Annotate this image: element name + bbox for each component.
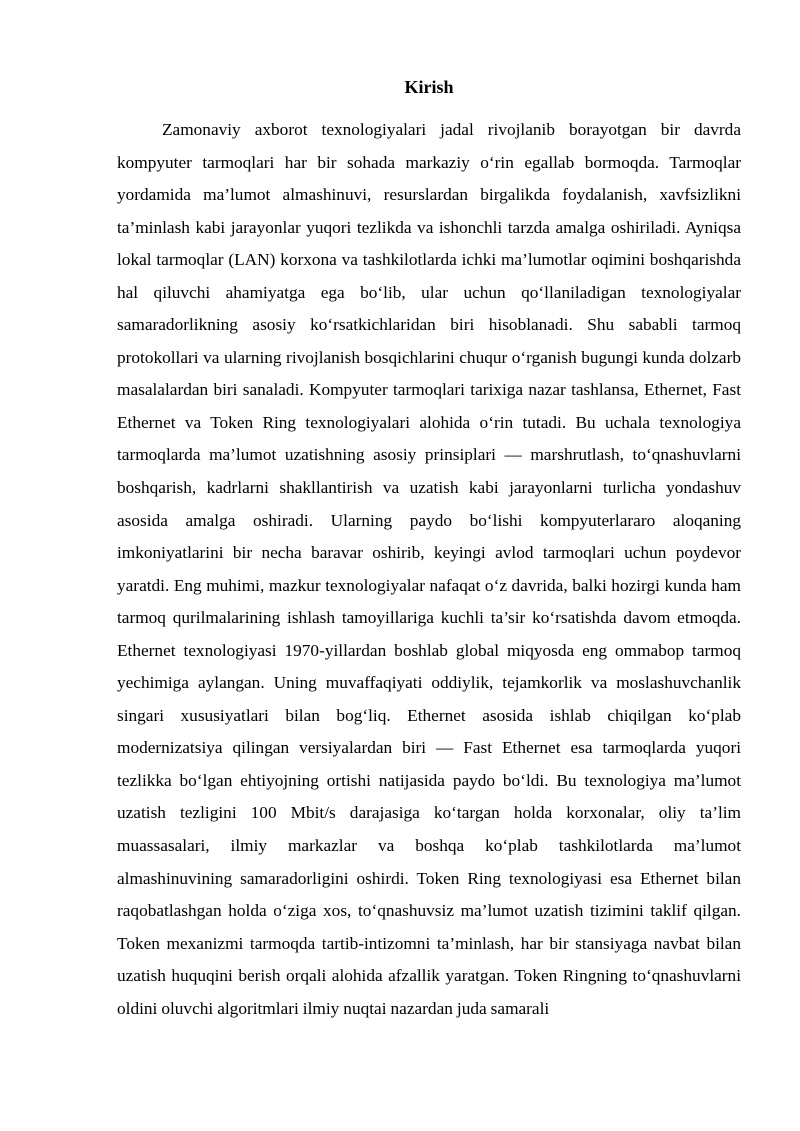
section-title: Kirish bbox=[404, 77, 454, 97]
body-paragraph: Zamonaviy axborot texnologiyalari jadal rivojlanib borayotgan bir davrda kompyuter tarmoqlari har bir sohada markaziy o‘rin egallab bormoqda. Tarmoqlar yordamida ma’lumot almashinuvi, resurslardan birgalikda foydalanish, xavfsizlikni ta’minlash kabi jarayonlar yuqori tezlikda va ishonchli tarzda amalga oshiriladi. Ayniqsa lokal tarmoqlar (LAN) korxona va tashkilotlarda ichki ma’lumotlar oqimini boshqarishda hal qiluvchi ahamiyatga ega bo‘lib, ular uchun qo‘llaniladigan texnologiyalar samaradorlikning asosiy ko‘rsatkichlaridan biri hisoblanadi. Shu sababli tarmoq protokollari va ularning rivojlanish bosqichlarini chuqur o‘rganish bugungi kunda dolzarb masalalardan biri sanaladi. Kompyuter tarmoqlari tarixiga nazar tashlansa, Ethernet, Fast Ethernet va Token Ring texnologiyalari alohida o‘rin tutadi. Bu uchala texnologiya tarmoqlarda ma’lumot uzatishning asosiy prinsiplari — marshrutlash, to‘qnashuvlarni boshqarish, kadrlarni shakllantirish va uzatish kabi jarayonlarni turlicha yondashuv asosida amalga oshiradi. Ularning paydo bo‘lishi kompyuterlararo aloqaning imkoniyatlarini bir necha baravar oshirib, keyingi avlod tarmoqlari uchun poydevor yaratdi. Eng muhimi, mazkur texnologiyalar nafaqat o‘z davrida, balki hozirgi kunda ham tarmoq qurilmalarining ishlash tamoyillariga kuchli ta’sir ko‘rsatishda davom etmoqda. Ethernet texnologiyasi 1970-yillardan boshlab global miqyosda eng ommabop tarmoq yechimiga aylangan. Uning muvaffaqiyati oddiylik, tejamkorlik va moslashuvchanlik singari xususiyatlari bilan bog‘liq. Ethernet asosida ishlab chiqilgan ko‘plab modernizatsiya qilingan versiyalardan biri — Fast Ethernet esa tarmoqlarda yuqori tezlikka bo‘lgan ehtiyojning ortishi natijasida paydo bo‘ldi. Bu texnologiya ma’lumot uzatish tezligini 100 Mbit/s darajasiga ko‘targan holda korxonalar, oliy ta’lim muassasalari, ilmiy markazlar va boshqa ko‘plab tashkilotlarda ma’lumot almashinuvining samaradorligini oshirdi. Token Ring texnologiyasi esa Ethernet bilan raqobatlashgan holda o‘ziga xos, to‘qnashuvsiz ma’lumot uzatish tizimini taklif qilgan. Token mexanizmi tarmoqda tartib-intizomni ta’minlash, har bir stansiyaga navbat bilan uzatish huquqini berish orqali alohida afzallik yaratgan. Token Ringning to‘qnashuvlarni oldini oluvchi algoritmlari ilmiy nuqtai nazardan juda samarali bbox=[117, 120, 741, 1018]
